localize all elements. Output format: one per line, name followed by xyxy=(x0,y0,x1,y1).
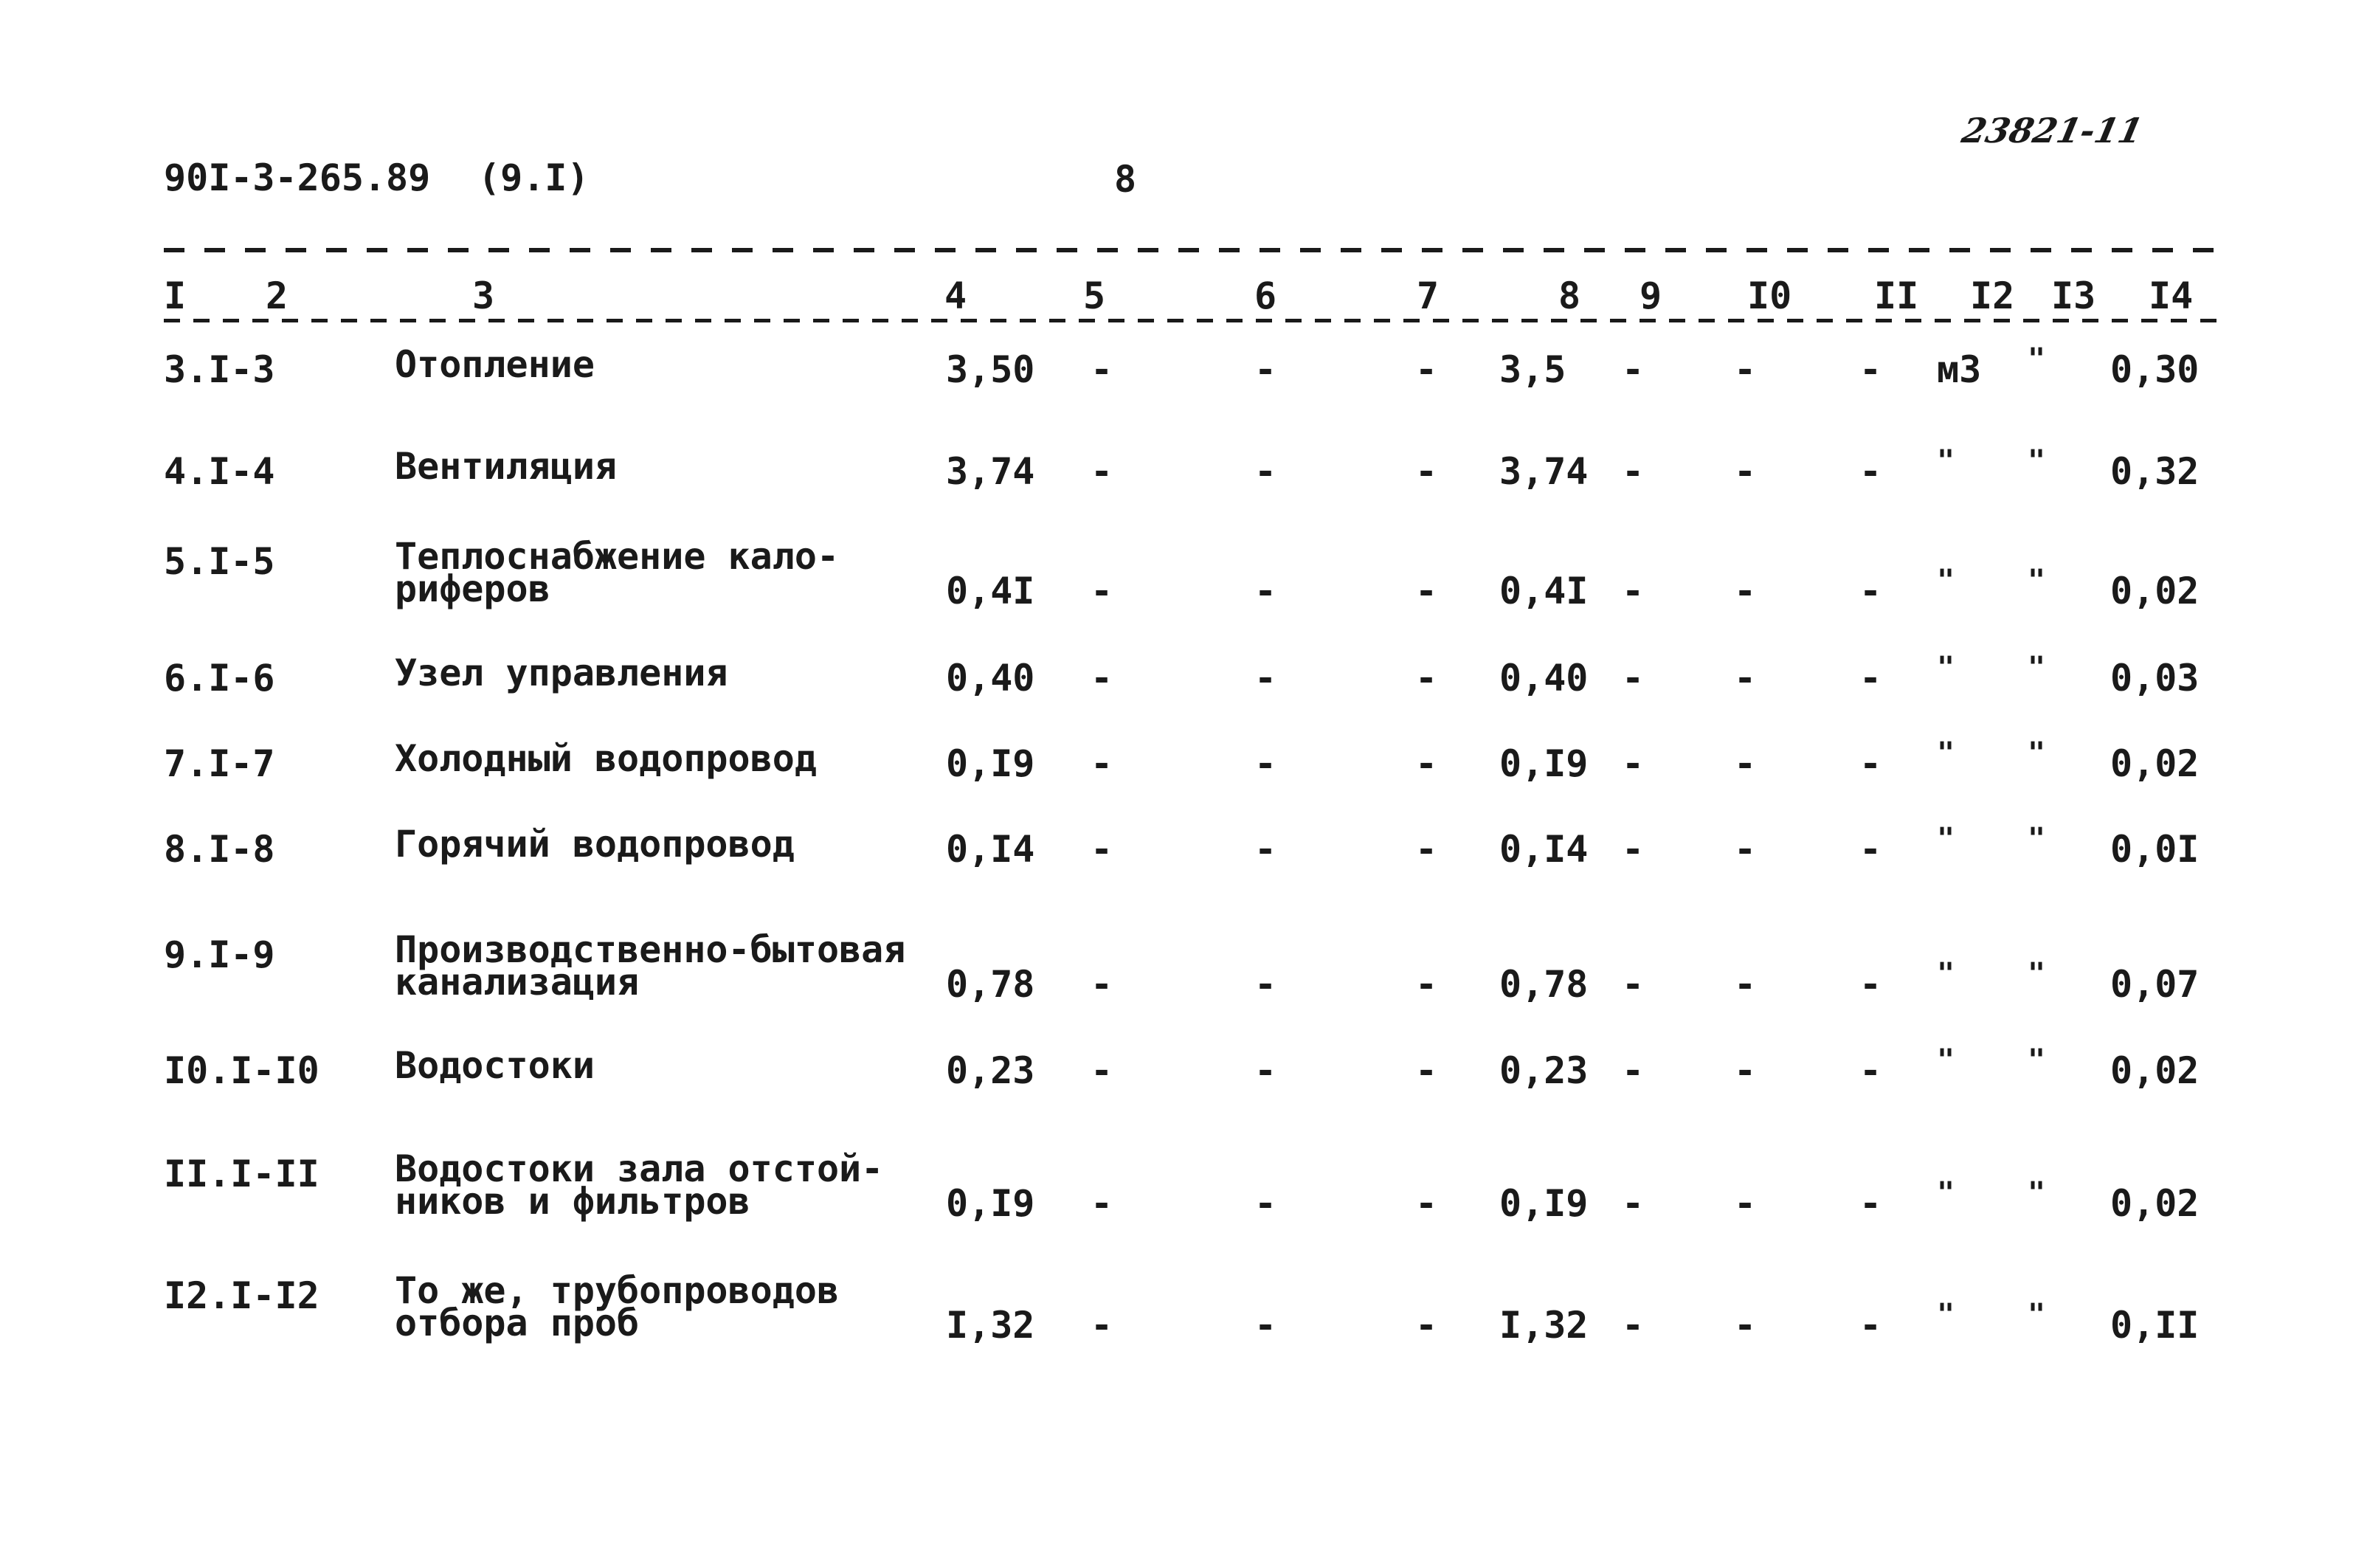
c7-dash: - xyxy=(1415,828,1438,871)
col14-value: 0,32 xyxy=(2110,450,2200,493)
col8-value: 3,5 xyxy=(1499,348,1566,391)
c5-dash: - xyxy=(1091,348,1113,391)
c6-dash: - xyxy=(1254,963,1277,1006)
c9-dash: - xyxy=(1622,657,1645,700)
c5-dash: - xyxy=(1091,1049,1113,1092)
c6-dash: - xyxy=(1254,1182,1277,1225)
c9-dash: - xyxy=(1622,1304,1645,1347)
c7-dash: - xyxy=(1415,348,1438,391)
col4-value: 0,4I xyxy=(946,570,1035,612)
col4-value: 0,I9 xyxy=(946,742,1035,785)
c10-dash: - xyxy=(1734,348,1757,391)
c5-dash: - xyxy=(1091,1182,1113,1225)
row-code: I2.I-I2 xyxy=(164,1274,319,1317)
column-number-14: I4 xyxy=(2149,274,2194,317)
col8-value: 0,I9 xyxy=(1499,1182,1589,1225)
col13-ditto: " xyxy=(2028,736,2046,770)
c5-dash: - xyxy=(1091,963,1113,1006)
section-number: (9.I) xyxy=(478,156,590,199)
c6-dash: - xyxy=(1254,570,1277,612)
c10-dash: - xyxy=(1734,657,1757,700)
c9-dash: - xyxy=(1622,570,1645,612)
col8-value: 0,23 xyxy=(1499,1049,1589,1092)
col14-value: 0,II xyxy=(2110,1304,2200,1347)
col4-value: 0,40 xyxy=(946,657,1035,700)
c11-dash: - xyxy=(1859,1182,1882,1225)
col14-value: 0,02 xyxy=(2110,1182,2200,1225)
column-number-3: 3 xyxy=(472,274,495,317)
column-number-6: 6 xyxy=(1254,274,1277,317)
c6-dash: - xyxy=(1254,657,1277,700)
column-header-underline xyxy=(164,319,2230,322)
c10-dash: - xyxy=(1734,450,1757,493)
c6-dash: - xyxy=(1254,742,1277,785)
col13-ditto: " xyxy=(2028,957,2046,991)
col13-ditto: " xyxy=(2028,1176,2046,1210)
column-number-5: 5 xyxy=(1083,274,1106,317)
page-number: 8 xyxy=(1114,158,1137,201)
col14-value: 0,30 xyxy=(2110,348,2200,391)
col13-ditto: " xyxy=(2028,1043,2046,1077)
col14-value: 0,03 xyxy=(2110,657,2200,700)
col13-ditto: " xyxy=(2028,444,2046,478)
c11-dash: - xyxy=(1859,1304,1882,1347)
c9-dash: - xyxy=(1622,963,1645,1006)
col12-unit: " xyxy=(1937,444,1955,478)
col4-value: 0,23 xyxy=(946,1049,1035,1092)
column-number-2: 2 xyxy=(266,274,288,317)
col12-unit: " xyxy=(1937,564,1955,598)
col8-value: 0,I9 xyxy=(1499,742,1589,785)
c7-dash: - xyxy=(1415,1182,1438,1225)
row-name-line: Водостоки xyxy=(395,1044,595,1087)
handwritten-inventory-number: 23821-11 xyxy=(1958,111,2146,151)
row-name-line: Узел управления xyxy=(395,652,728,694)
c6-dash: - xyxy=(1254,1049,1277,1092)
col8-value: 0,78 xyxy=(1499,963,1589,1006)
c11-dash: - xyxy=(1859,450,1882,493)
c5-dash: - xyxy=(1091,828,1113,871)
col14-value: 0,02 xyxy=(2110,1049,2200,1092)
col12-unit: " xyxy=(1937,957,1955,991)
c9-dash: - xyxy=(1622,1182,1645,1225)
top-dashed-rule xyxy=(164,248,2222,252)
column-number-9: 9 xyxy=(1640,274,1662,317)
col12-unit: " xyxy=(1937,1176,1955,1210)
c7-dash: - xyxy=(1415,1049,1438,1092)
col12-unit: " xyxy=(1937,1043,1955,1077)
row-name-line: риферов xyxy=(395,567,550,610)
col12-unit: " xyxy=(1937,822,1955,856)
row-code: 4.I-4 xyxy=(164,450,275,493)
c9-dash: - xyxy=(1622,742,1645,785)
col14-value: 0,02 xyxy=(2110,742,2200,785)
col4-value: 0,I4 xyxy=(946,828,1035,871)
c5-dash: - xyxy=(1091,450,1113,493)
col8-value: 0,4I xyxy=(1499,570,1589,612)
c10-dash: - xyxy=(1734,828,1757,871)
c10-dash: - xyxy=(1734,963,1757,1006)
c10-dash: - xyxy=(1734,1182,1757,1225)
c9-dash: - xyxy=(1622,1049,1645,1092)
col13-ditto: " xyxy=(2028,822,2046,856)
column-number-11: II xyxy=(1874,274,1919,317)
col12-unit: м3 xyxy=(1937,348,1982,391)
column-number-1: I xyxy=(164,274,187,317)
c9-dash: - xyxy=(1622,828,1645,871)
col8-value: 0,I4 xyxy=(1499,828,1589,871)
c7-dash: - xyxy=(1415,963,1438,1006)
row-code: 8.I-8 xyxy=(164,828,275,871)
row-code: 9.I-9 xyxy=(164,933,275,976)
col14-value: 0,07 xyxy=(2110,963,2200,1006)
c7-dash: - xyxy=(1415,1304,1438,1347)
row-name-line: Холодный водопровод xyxy=(395,737,817,780)
row-code: I0.I-I0 xyxy=(164,1049,319,1092)
row-name-line: Водостоки зала отстой- xyxy=(395,1147,884,1190)
col4-value: 3,74 xyxy=(946,450,1035,493)
c5-dash: - xyxy=(1091,742,1113,785)
c11-dash: - xyxy=(1859,348,1882,391)
row-name-line: Отопление xyxy=(395,343,595,386)
col8-value: 3,74 xyxy=(1499,450,1589,493)
c10-dash: - xyxy=(1734,1304,1757,1347)
column-number-8: 8 xyxy=(1558,274,1581,317)
c10-dash: - xyxy=(1734,742,1757,785)
col13-ditto: " xyxy=(2028,651,2046,685)
c9-dash: - xyxy=(1622,450,1645,493)
row-code: 6.I-6 xyxy=(164,657,275,700)
col4-value: 3,50 xyxy=(946,348,1035,391)
column-number-4: 4 xyxy=(944,274,967,317)
c11-dash: - xyxy=(1859,742,1882,785)
col4-value: 0,78 xyxy=(946,963,1035,1006)
row-name-line: Теплоснабжение кало- xyxy=(395,535,840,578)
column-number-10: I0 xyxy=(1747,274,1792,317)
row-code: II.I-II xyxy=(164,1153,319,1195)
c11-dash: - xyxy=(1859,1049,1882,1092)
row-code: 3.I-3 xyxy=(164,348,275,391)
row-name-line: Вентиляция xyxy=(395,445,618,488)
col4-value: 0,I9 xyxy=(946,1182,1035,1225)
c6-dash: - xyxy=(1254,828,1277,871)
row-name-line: Горячий водопровод xyxy=(395,823,795,866)
c5-dash: - xyxy=(1091,570,1113,612)
column-number-7: 7 xyxy=(1417,274,1440,317)
row-name-line: Производственно-бытовая xyxy=(395,928,906,971)
row-name-line: канализация xyxy=(395,961,640,1004)
c11-dash: - xyxy=(1859,828,1882,871)
col4-value: I,32 xyxy=(946,1304,1035,1347)
col13-ditto: " xyxy=(2028,1298,2046,1332)
col14-value: 0,0I xyxy=(2110,828,2200,871)
column-number-12: I2 xyxy=(1970,274,2015,317)
row-name-line: отбора проб xyxy=(395,1302,640,1344)
c7-dash: - xyxy=(1415,657,1438,700)
c5-dash: - xyxy=(1091,1304,1113,1347)
col13-ditto: " xyxy=(2028,342,2046,376)
c6-dash: - xyxy=(1254,348,1277,391)
col13-ditto: " xyxy=(2028,564,2046,598)
c10-dash: - xyxy=(1734,570,1757,612)
c5-dash: - xyxy=(1091,657,1113,700)
c6-dash: - xyxy=(1254,1304,1277,1347)
document-code: 90I-3-265.89 xyxy=(164,156,431,199)
col8-value: I,32 xyxy=(1499,1304,1589,1347)
row-name-line: ников и фильтров xyxy=(395,1180,750,1223)
row-name-line: То же, трубопроводов xyxy=(395,1269,840,1312)
c9-dash: - xyxy=(1622,348,1645,391)
c11-dash: - xyxy=(1859,657,1882,700)
c7-dash: - xyxy=(1415,450,1438,493)
c11-dash: - xyxy=(1859,963,1882,1006)
col8-value: 0,40 xyxy=(1499,657,1589,700)
c7-dash: - xyxy=(1415,742,1438,785)
c7-dash: - xyxy=(1415,570,1438,612)
c10-dash: - xyxy=(1734,1049,1757,1092)
c6-dash: - xyxy=(1254,450,1277,493)
row-code: 7.I-7 xyxy=(164,742,275,785)
column-number-13: I3 xyxy=(2051,274,2096,317)
col12-unit: " xyxy=(1937,651,1955,685)
col14-value: 0,02 xyxy=(2110,570,2200,612)
c11-dash: - xyxy=(1859,570,1882,612)
row-code: 5.I-5 xyxy=(164,540,275,583)
col12-unit: " xyxy=(1937,1298,1955,1332)
col12-unit: " xyxy=(1937,736,1955,770)
